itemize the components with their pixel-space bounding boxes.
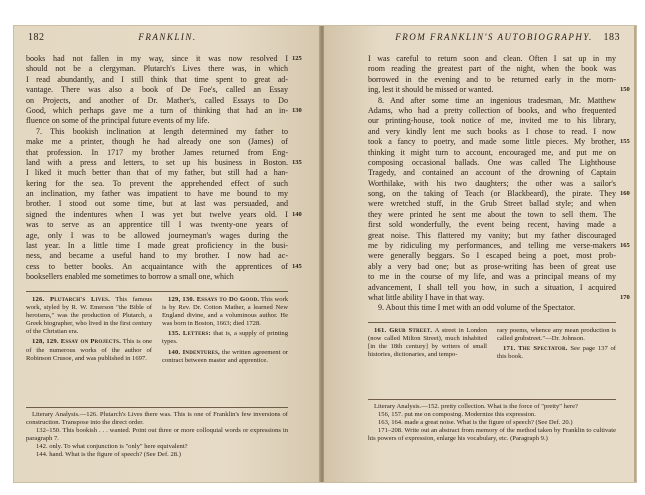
line-number: 155	[620, 138, 630, 146]
footnote-head: 171. The Spectator.	[503, 345, 568, 353]
text-line: and very kindly lent me such books as I chose to read. I now	[368, 126, 616, 136]
text-line: 7. This bookish inclination at length determined my father to	[36, 126, 288, 136]
text-line: Tragedy, and contained an account of the drowning of Captain	[368, 168, 616, 178]
text-line: me by ridiculing my performances, and telling me verse-makers	[368, 241, 616, 251]
running-title: FROM FRANKLIN'S AUTOBIOGRAPHY.	[395, 32, 593, 42]
text-line: signed the indentures when I was yet but twelve years old. I	[26, 209, 288, 219]
literary-analysis	[26, 411, 288, 460]
text-line: song, on the taking of Teach (or Blackbeard), the pirate. They	[368, 189, 616, 199]
footnote-text: This is one of the numerous works of the author of Robinson Crusoe, and was published in 1697.	[26, 338, 152, 362]
body-text	[368, 54, 616, 314]
text-line: Worthilake, with his two daughters; the other was a sailor's	[368, 178, 616, 188]
page-number: 183	[603, 32, 620, 43]
text-line: I liked it much better than that of my father, but still had a han-	[26, 168, 288, 178]
running-head	[28, 32, 307, 44]
text-line: an inclination, my father was impatient to have me bound to my	[26, 189, 288, 199]
footnotes	[26, 296, 288, 406]
line-number: 135	[292, 159, 302, 166]
text-line: booksellers enabled me sometimes to borrow a small one, which	[26, 272, 234, 282]
text-line: ness, and became a useful hand to my brother. I now had ac-	[26, 251, 288, 261]
analysis-rule	[368, 399, 616, 400]
text-line: room reading the greatest part of the night, when the book was	[368, 64, 616, 74]
analysis-item: Literary Analysis.—152. pretty collection. What is the force of "pretty" here?	[374, 403, 578, 410]
text-line: borrowed in the evening and to be returned early in the morn-	[368, 74, 616, 84]
text-line: Good, which perhaps gave me a turn of thinking that had an in-	[26, 105, 288, 115]
analysis-item: 132–150. This bookish . . . wanted. Point out three or more colloquial words or expressions in paragraph 7.	[26, 427, 288, 443]
line-number: 150	[620, 86, 630, 94]
line-number: 125	[292, 55, 302, 62]
text-line: composing occasional ballads. One was called The Lighthouse	[368, 157, 616, 167]
left-page	[14, 26, 321, 482]
text-line: ably a very bad one; but as prose-writing has been of great use	[368, 261, 616, 271]
footnote-text: rary poems, whence any mean production is called grubstreet."—Dr. Johnson.	[497, 327, 616, 343]
text-line: were wretched stuff, in the Grub Street ballad style; and when	[368, 199, 616, 209]
line-number: 145	[292, 263, 302, 270]
footnote-text: This work is by Rev. Dr. Cotton Mather, a learned New England divine, and a voluminous author. He was born in Boston, 1663; died 1728.	[162, 296, 288, 328]
text-line: to me in the course of my life, and was a principal means of my	[368, 272, 616, 282]
footnote	[26, 296, 152, 336]
text-line: Adams, who had a pretty collection of books, and who frequented	[368, 105, 616, 115]
text-line: cess to better books. An acquaintance with the apprentices of	[26, 261, 288, 271]
analysis-rule	[26, 407, 288, 408]
page-number: 182	[28, 32, 45, 43]
footnote	[26, 338, 152, 362]
footnote	[162, 296, 288, 328]
footnote-text: This famous work, styled by R. W. Emerson "the Bible of heroisms," was the production of Plutarch, a Greek biographer, who lived in the first century of the Christian era.	[26, 296, 152, 336]
text-line: I was careful to return soon and clean. Often I sat up in my	[368, 54, 616, 63]
footnotes	[368, 327, 616, 397]
text-line: brother. I stood out some time, but at last was persuaded, and	[26, 199, 288, 209]
analysis-item: 144. hand. What is the figure of speech? (See Def. 28.)	[36, 451, 181, 459]
text-line: books had not fallen in my way, since it was now resolved I	[26, 54, 288, 63]
text-line: they were printed he sent me about the town to sell them. The	[368, 209, 616, 219]
footnote	[162, 330, 288, 346]
text-line: what little ability I have in that way.	[368, 292, 485, 302]
notes-rule	[368, 322, 616, 323]
running-title: FRANKLIN.	[138, 32, 197, 42]
footnote-text: A street in London (now called Milton Street), much inhabited [in the 18th century] by writers of small histories, dictionaries, and tempo-	[368, 327, 487, 359]
text-line: fluence on some of the principal future events of my life.	[26, 116, 210, 126]
text-line: make me a printer, though he had already one son (James) of	[26, 137, 288, 147]
body-text	[26, 54, 288, 283]
text-line: age, only I was to be allowed journeyman's wages during the	[26, 230, 288, 240]
analysis-item: 156, 157. put me on composing. Modernize this expression.	[378, 411, 536, 419]
footnotes-column-right	[497, 327, 616, 363]
text-line: advancement, I shall tell you how, in such a situation, I acquired	[368, 282, 616, 292]
right-page	[324, 26, 634, 482]
line-number: 165	[620, 242, 630, 250]
analysis-item: 163, 164. made a great noise. What is the figure of speech? (See Def. 20.)	[378, 419, 573, 427]
text-line: were generally beggars. So I escaped being a poet, most prob-	[368, 251, 616, 261]
text-line: ing, lest it should be missed or wanted.	[368, 85, 494, 95]
footnote-head: 129, 130. Essays to Do Good.	[168, 296, 260, 303]
text-line: 8. And after some time an ingenious tradesman, Mr. Matthew	[378, 95, 616, 105]
line-number: 140	[292, 211, 302, 218]
footnote-text: See page 137 of this book.	[497, 345, 617, 361]
text-line: I read abundantly, and I still think that time spent to great ad-	[26, 74, 288, 84]
literary-analysis	[368, 403, 616, 443]
line-number: 160	[620, 190, 630, 198]
footnote-text: the written agreement or contract between master and apprentice.	[162, 348, 288, 364]
analysis-item: Literary Analysis.—126. Plutarch's Lives there was. This is one of Franklin's few inversions of construction. Transpose into the direct order.	[26, 411, 288, 427]
text-line: that profession. In 1717 my brother James returned from Eng-	[26, 147, 288, 157]
open-book	[14, 26, 636, 482]
analysis-item: 171–208. Write out an abstract from memory of the method taken by Franklin to cultivate his powers of expression, enlarge his vocabulary, etc. (Paragraph 9.)	[368, 427, 616, 443]
text-line: land with a press and letters, to set up his business in Boston.	[26, 157, 288, 167]
text-line: first sold wonderfully, the event being recent, having made a	[368, 220, 616, 230]
footnote-head: 135. Letters:	[168, 330, 211, 338]
footnote-head: 126. Plutarch's Lives.	[32, 296, 110, 303]
footnotes-column-left	[26, 296, 152, 365]
footnote-text: that is, a supply of printing types.	[162, 330, 288, 346]
text-line: should not be a clergyman. Plutarch's Lives there was, in which	[26, 64, 288, 74]
text-line: thinking it might turn to account, encouraged me, and put me on	[368, 147, 616, 157]
text-line: great noise. This flattered my vanity; but my father discouraged	[368, 230, 616, 240]
footnote	[497, 327, 616, 343]
footnotes-column-left	[368, 327, 487, 361]
line-number: 170	[620, 294, 630, 302]
footnote-head: 140. Indentures,	[168, 348, 220, 356]
text-line: our printing-house, took notice of me, invited me to his library,	[368, 116, 616, 126]
footnotes-column-right	[162, 296, 288, 367]
line-number: 130	[292, 107, 302, 114]
text-line: vantage. There was also a book of De Foe's, called an Essay	[26, 85, 288, 95]
footnote	[497, 345, 616, 361]
footnote	[162, 349, 288, 365]
text-line: kering for the sea. To prevent the apprehended effect of such	[26, 178, 288, 188]
footnote-head: 161. Grub Street.	[374, 327, 433, 334]
footnote	[368, 327, 487, 359]
footnote-head: 128, 129. Essay on Projects.	[32, 338, 121, 346]
text-line: 9. About this time I met with an odd volume of the Spectator.	[378, 303, 576, 313]
analysis-item: 142. only. To what conjunction is "only" here equivalent?	[36, 443, 188, 451]
notes-rule	[26, 291, 288, 292]
text-line: on Projects, and another of Dr. Mather's, called Essays to Do	[26, 95, 288, 105]
text-line: took a fancy to poetry, and made some little pieces. My brother,	[368, 137, 616, 147]
running-head	[338, 32, 620, 44]
text-line: last year. In a little time I made great proficiency in the busi-	[26, 241, 288, 251]
text-line: was to serve as an apprentice till I was twenty-one years of	[26, 220, 288, 230]
